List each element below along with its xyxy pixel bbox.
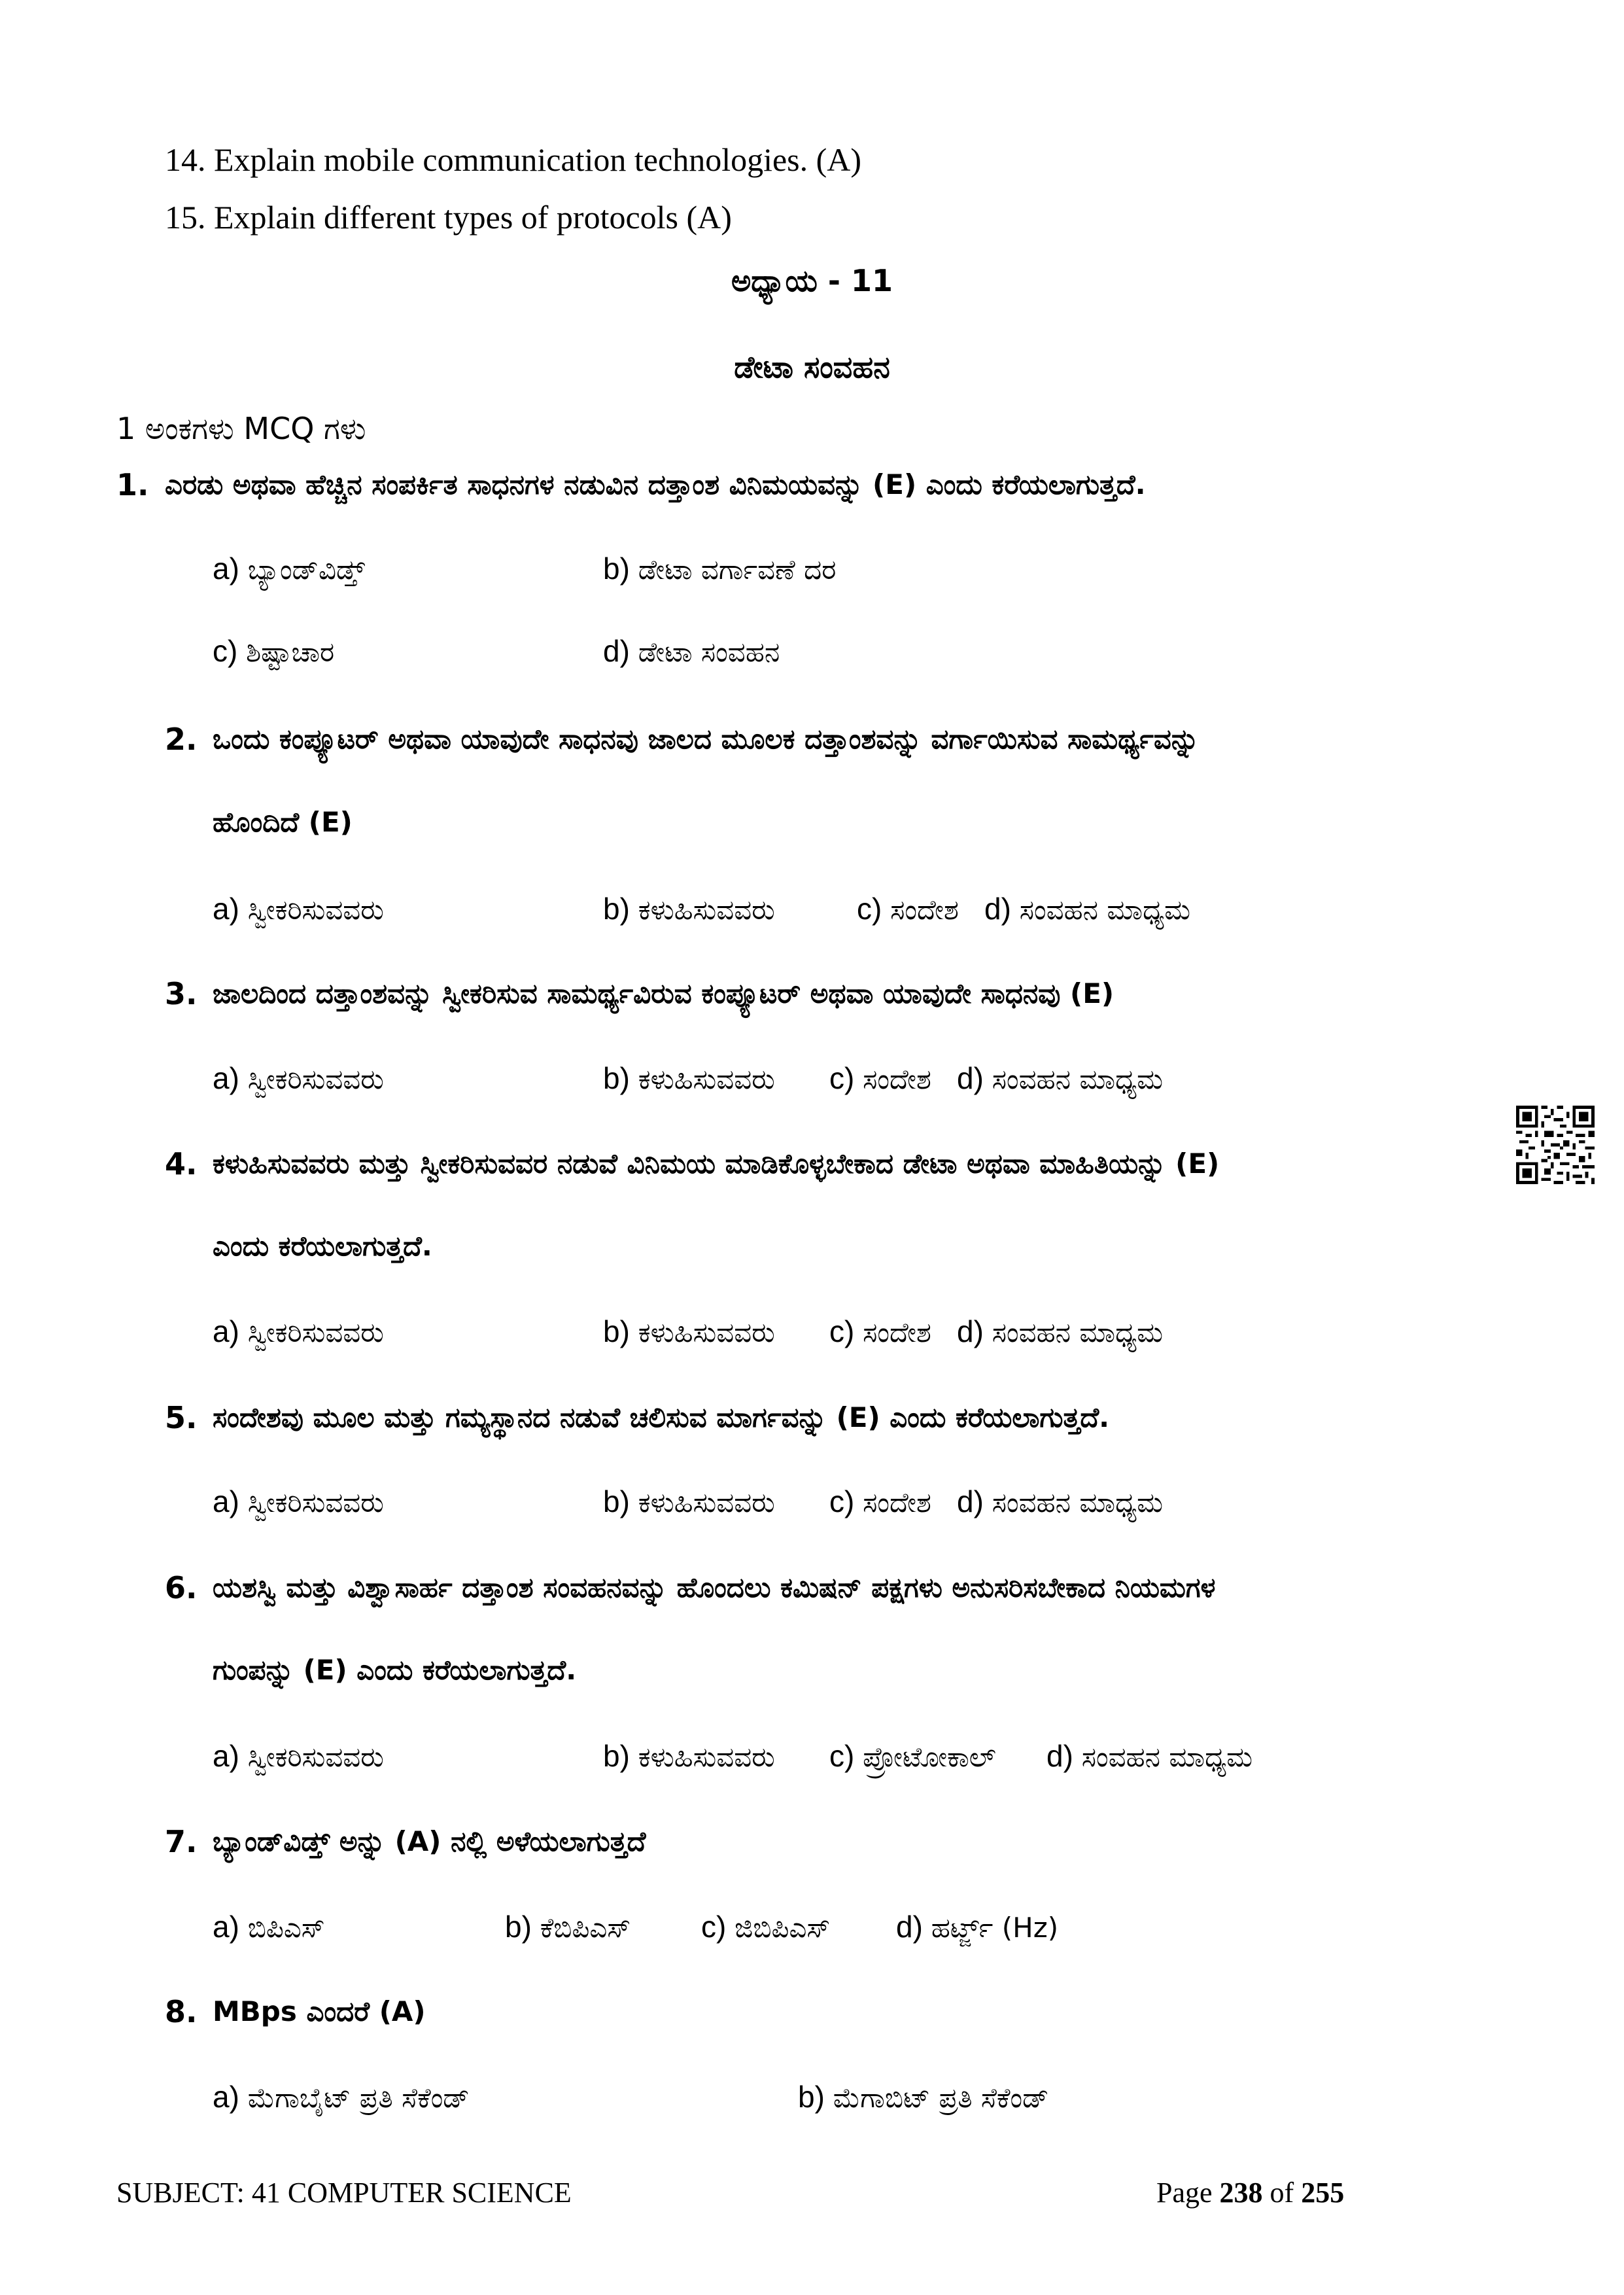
option-c bbox=[829, 1484, 931, 1519]
option-text: ಸಂದೇಶ bbox=[863, 1316, 931, 1348]
question-number: 1. bbox=[116, 467, 149, 502]
option-label: d) bbox=[896, 1910, 931, 1944]
option-b bbox=[603, 1738, 775, 1774]
option-d bbox=[957, 1484, 1163, 1519]
footer-subject: SUBJECT: 41 COMPUTER SCIENCE bbox=[116, 2177, 572, 2209]
option-text: ಬ್ಯಾಂಡ್‌ವಿಡ್ತ್ bbox=[247, 553, 365, 586]
option-text: ಡೇಟಾ ವರ್ಗಾವಣೆ ದರ bbox=[638, 553, 837, 586]
option-d bbox=[957, 1060, 1163, 1096]
option-label: c) bbox=[213, 634, 247, 668]
option-text: ಡೇಟಾ ಸಂವಹನ bbox=[638, 636, 780, 668]
option-text: ಕಳುಹಿಸುವವರು bbox=[638, 1741, 775, 1773]
option-a bbox=[213, 2079, 470, 2114]
option-c bbox=[213, 633, 334, 669]
question-text-continued: ಹೊಂದಿದೆ (E) bbox=[213, 806, 353, 838]
option-label: c) bbox=[701, 1910, 735, 1944]
option-d bbox=[896, 1909, 1058, 1944]
option-text: ಸಂವಹನ ಮಾಧ್ಯಮ bbox=[992, 1486, 1164, 1518]
option-label: c) bbox=[857, 892, 891, 926]
option-b bbox=[603, 1060, 775, 1096]
option-label: d) bbox=[1046, 1739, 1082, 1773]
option-b bbox=[603, 551, 836, 586]
question-text: ಒಂದು ಕಂಪ್ಯೂಟರ್ ಅಥವಾ ಯಾವುದೇ ಸಾಧನವು ಜಾಲದ ಮೂಲಕ ದತ್ತಾಂಶವನ್ನು ವರ್ಗಾಯಿಸುವ ಸಾಮರ್ಥ್ಯವನ್ನು bbox=[213, 723, 1200, 755]
question-text: ಕಳುಹಿಸುವವರು ಮತ್ತು ಸ್ವೀಕರಿಸುವವರ ನಡುವೆ ವಿನಿಮಯ ಮಾಡಿಕೊಳ್ಳಬೇಕಾದ ಡೇಟಾ ಅಥವಾ ಮಾಹಿತಿಯನ್ನು (E) bbox=[213, 1148, 1220, 1180]
question-text: ಸಂದೇಶವು ಮೂಲ ಮತ್ತು ಗಮ್ಯಸ್ಥಾನದ ನಡುವೆ ಚಲಿಸುವ ಮಾರ್ಗವನ್ನು (E) ಎಂದು ಕರೆಯಲಾಗುತ್ತದೆ. bbox=[213, 1401, 1110, 1433]
footer-page-number bbox=[1156, 2176, 1344, 2209]
question-number: 8. bbox=[165, 1994, 198, 2029]
option-label: b) bbox=[603, 1061, 638, 1095]
option-text: ಸಂವಹನ ಮಾಧ್ಯಮ bbox=[1019, 894, 1191, 926]
option-a bbox=[213, 551, 365, 586]
option-c bbox=[857, 891, 959, 926]
option-label: c) bbox=[829, 1061, 863, 1095]
chapter-title: ಅಧ್ಯಾಯ - 11 bbox=[731, 263, 893, 298]
option-text: ಸಂದೇಶ bbox=[863, 1486, 931, 1518]
page-total: 255 bbox=[1301, 2177, 1345, 2209]
question-number: 3. bbox=[165, 976, 198, 1011]
option-label: d) bbox=[957, 1314, 992, 1348]
option-label: b) bbox=[505, 1910, 540, 1944]
option-text: ಜಿಬಿಪಿಎಸ್ bbox=[734, 1912, 831, 1944]
question-number: 5. bbox=[165, 1400, 198, 1435]
question-text: ಜಾಲದಿಂದ ದತ್ತಾಂಶವನ್ನು ಸ್ವೀಕರಿಸುವ ಸಾಮರ್ಥ್ಯವಿರುವ ಕಂಪ್ಯೂಟರ್ ಅಥವಾ ಯಾವುದೇ ಸಾಧನವು (E) bbox=[213, 977, 1114, 1009]
question-text: ಎರಡು ಅಥವಾ ಹೆಚ್ಚಿನ ಸಂಪರ್ಕಿತ ಸಾಧನಗಳ ನಡುವಿನ ದತ್ತಾಂಶ ವಿನಿಮಯವನ್ನು (E) ಎಂದು ಕರೆಯಲಾಗುತ್ತದೆ. bbox=[165, 468, 1146, 500]
option-text: ಸಂವಹನ ಮಾಧ್ಯಮ bbox=[1081, 1741, 1253, 1773]
option-label: a) bbox=[213, 1910, 248, 1944]
option-label: a) bbox=[213, 1314, 248, 1348]
option-label: b) bbox=[603, 552, 638, 586]
option-label: c) bbox=[829, 1314, 863, 1348]
qr-code-icon[interactable] bbox=[1516, 1106, 1595, 1184]
option-label: b) bbox=[798, 2080, 833, 2114]
option-a bbox=[213, 1909, 325, 1944]
option-text: ಸಂವಹನ ಮಾಧ್ಯಮ bbox=[992, 1316, 1164, 1348]
option-c bbox=[701, 1909, 830, 1944]
option-label: a) bbox=[213, 2080, 248, 2114]
option-b bbox=[505, 1909, 631, 1944]
option-a bbox=[213, 1060, 384, 1096]
option-label: b) bbox=[603, 892, 638, 926]
option-d bbox=[984, 891, 1190, 926]
previous-question-15: 15. Explain different types of protocols (A) bbox=[165, 199, 732, 236]
option-a bbox=[213, 891, 384, 926]
option-c bbox=[829, 1060, 931, 1096]
option-text: ಸಂದೇಶ bbox=[890, 894, 959, 926]
option-text: ಸ್ವೀಕರಿಸುವವರು bbox=[247, 1316, 384, 1348]
option-label: b) bbox=[603, 1314, 638, 1348]
question-text-continued: ಎಂದು ಕರೆಯಲಾಗುತ್ತದೆ. bbox=[213, 1230, 432, 1262]
question-text: MBps ಎಂದರೆ (A) bbox=[213, 1995, 426, 2027]
option-label: a) bbox=[213, 1061, 248, 1095]
option-label: a) bbox=[213, 892, 248, 926]
section-heading: 1 ಅಂಕಗಳು MCQ ಗಳು bbox=[116, 411, 366, 446]
option-b bbox=[798, 2079, 1048, 2114]
option-label: d) bbox=[603, 634, 638, 668]
page-of: of bbox=[1262, 2177, 1302, 2209]
option-text: ಕೆಬಿಪಿಎಸ್ bbox=[540, 1912, 631, 1944]
option-text: ಕಳುಹಿಸುವವರು bbox=[638, 1063, 775, 1095]
option-text: ಮೆಗಾಬಿಟ್ ಪ್ರತಿ ಸೆಕೆಂಡ್ bbox=[833, 2082, 1049, 2114]
option-label: a) bbox=[213, 1484, 248, 1518]
option-b bbox=[603, 891, 775, 926]
question-text: ಬ್ಯಾಂಡ್‌ವಿಡ್ತ್ ಅನ್ನು (A) ನಲ್ಲಿ ಅಳೆಯಲಾಗುತ್ತದೆ bbox=[213, 1825, 646, 1857]
option-label: c) bbox=[829, 1739, 863, 1773]
option-text: ಸಂವಹನ ಮಾಧ್ಯಮ bbox=[992, 1063, 1164, 1095]
option-text: ಸ್ವೀಕರಿಸುವವರು bbox=[247, 1741, 384, 1773]
option-text: ಮೆಗಾಬೈಟ್ ಪ್ರತಿ ಸೆಕೆಂಡ್ bbox=[247, 2082, 470, 2114]
option-text: ಹರ್ಟ್ಜ್ (Hz) bbox=[931, 1912, 1059, 1944]
option-text: ಕಳುಹಿಸುವವರು bbox=[638, 1316, 775, 1348]
question-text-continued: ಗುಂಪನ್ನು (E) ಎಂದು ಕರೆಯಲಾಗುತ್ತದೆ. bbox=[213, 1654, 577, 1686]
option-label: c) bbox=[829, 1484, 863, 1518]
option-label: b) bbox=[603, 1484, 638, 1518]
option-b bbox=[603, 1484, 775, 1519]
page-prefix: Page bbox=[1156, 2177, 1220, 2209]
option-text: ಸಂದೇಶ bbox=[863, 1063, 931, 1095]
option-text: ಕಳುಹಿಸುವವರು bbox=[638, 1486, 775, 1518]
option-a bbox=[213, 1314, 384, 1349]
option-text: ಪ್ರೋಟೋಕಾಲ್ bbox=[863, 1741, 996, 1773]
option-d bbox=[1046, 1738, 1253, 1774]
option-label: a) bbox=[213, 552, 248, 586]
option-b bbox=[603, 1314, 775, 1349]
question-number: 6. bbox=[165, 1570, 198, 1605]
option-d bbox=[957, 1314, 1163, 1349]
page-current: 238 bbox=[1219, 2177, 1263, 2209]
option-a bbox=[213, 1484, 384, 1519]
option-label: d) bbox=[984, 892, 1020, 926]
question-number: 4. bbox=[165, 1146, 198, 1182]
option-c bbox=[829, 1314, 931, 1349]
question-text: ಯಶಸ್ವಿ ಮತ್ತು ವಿಶ್ವಾಸಾರ್ಹ ದತ್ತಾಂಶ ಸಂವಹನವನ್ನು ಹೊಂದಲು ಕಮಿಷನ್ ಪಕ್ಷಗಳು ಅನುಸರಿಸಬೇಕಾದ ನಿಯಮಗಳ bbox=[213, 1571, 1216, 1603]
option-label: b) bbox=[603, 1739, 638, 1773]
option-text: ಸ್ವೀಕರಿಸುವವರು bbox=[247, 1486, 384, 1518]
option-d bbox=[603, 633, 780, 669]
option-text: ಕಳುಹಿಸುವವರು bbox=[638, 894, 775, 926]
option-text: ಸ್ವೀಕರಿಸುವವರು bbox=[247, 1063, 384, 1095]
option-text: ಶಿಷ್ಟಾಚಾರ bbox=[246, 636, 335, 668]
question-number: 7. bbox=[165, 1824, 198, 1859]
previous-question-14: 14. Explain mobile communication technologies. (A) bbox=[165, 141, 862, 178]
option-a bbox=[213, 1738, 384, 1774]
option-text: ಸ್ವೀಕರಿಸುವವರು bbox=[247, 894, 384, 926]
option-label: a) bbox=[213, 1739, 248, 1773]
question-number: 2. bbox=[165, 722, 198, 757]
option-label: d) bbox=[957, 1061, 992, 1095]
chapter-subtitle: ಡೇಟಾ ಸಂವಹನ bbox=[734, 349, 890, 385]
option-text: ಬಿಪಿಎಸ್ bbox=[247, 1912, 325, 1944]
option-label: d) bbox=[957, 1484, 992, 1518]
option-c bbox=[829, 1738, 996, 1774]
